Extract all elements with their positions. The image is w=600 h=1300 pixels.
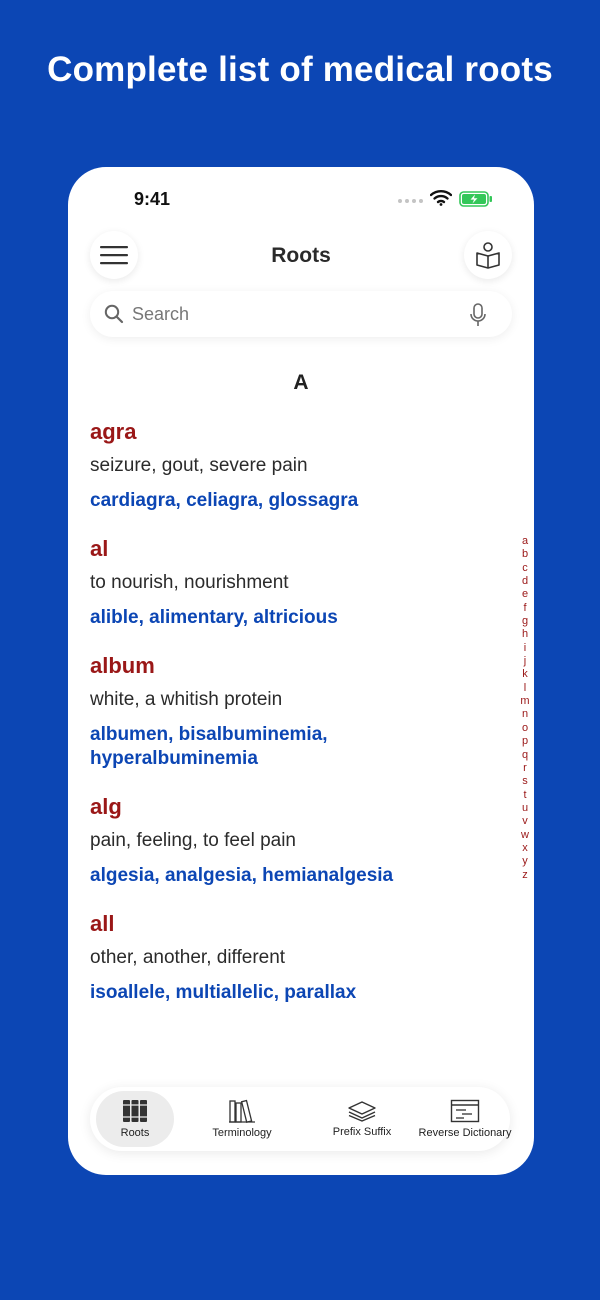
alphabet-index-letter[interactable]: d (521, 575, 529, 588)
alphabet-index-letter[interactable]: b (521, 548, 529, 561)
alphabet-index-letter[interactable]: y (522, 855, 528, 868)
alphabet-index-letter[interactable]: t (523, 788, 527, 801)
alphabet-index-letter[interactable]: o (521, 721, 529, 734)
root-term: agra (90, 419, 137, 444)
root-examples: albumen, bisalbuminemia, hyperalbuminemia (90, 724, 328, 769)
alphabet-index-letter[interactable]: c (522, 561, 528, 574)
status-bar (68, 187, 534, 211)
signal-dots-icon (398, 199, 424, 203)
alphabet-index-letter[interactable]: k (522, 668, 528, 681)
root-meaning: seizure, gout, severe pain (90, 455, 308, 476)
root-term: album (90, 653, 155, 678)
promo-headline: Complete list of medical roots (47, 50, 553, 89)
alphabet-index-letter[interactable]: p (521, 735, 529, 748)
roots-list (90, 419, 500, 1028)
root-meaning: pain, feeling, to feel pain (90, 830, 296, 851)
tab-label: Prefix Suffix (332, 1126, 392, 1138)
alphabet-index-letter[interactable]: u (521, 801, 529, 814)
alphabet-index-letter[interactable]: w (521, 828, 529, 841)
phone-frame (68, 167, 534, 1175)
list-item[interactable] (90, 536, 500, 630)
root-meaning: to nourish, nourishment (90, 572, 289, 593)
list-item[interactable] (90, 911, 500, 1005)
alphabet-index-letter[interactable]: r (523, 761, 527, 774)
alphabet-index[interactable] (518, 535, 532, 882)
root-term: alg (90, 794, 122, 819)
alphabet-index-letter[interactable]: l (523, 681, 527, 694)
wifi-icon (430, 189, 452, 206)
alphabet-index-letter[interactable]: j (523, 655, 527, 668)
root-meaning: white, a whitish protein (90, 689, 283, 710)
alphabet-index-letter[interactable]: x (522, 841, 528, 854)
root-examples: isoallele, multiallelic, parallax (90, 982, 357, 1003)
alphabet-index-letter[interactable]: f (523, 601, 527, 614)
tab-label: Roots (120, 1127, 150, 1139)
page-title: Roots (271, 244, 331, 267)
tab-bar (90, 1087, 510, 1151)
root-examples: alible, alimentary, altricious (90, 607, 338, 628)
section-header-letter: A (293, 371, 309, 394)
root-examples: algesia, analgesia, hemianalgesia (90, 865, 394, 886)
search-icon (104, 304, 124, 324)
book-stack-icon (228, 1099, 256, 1123)
root-examples: cardiagra, celiagra, glossagra (90, 490, 359, 511)
search-input[interactable] (132, 299, 462, 329)
tab-label: Terminology (212, 1127, 272, 1139)
alphabet-index-letter[interactable]: a (521, 535, 529, 547)
layers-icon (347, 1100, 377, 1122)
root-term: all (90, 911, 115, 936)
search-bar (90, 291, 512, 337)
list-item[interactable] (90, 419, 500, 513)
root-meaning: other, another, different (90, 947, 286, 968)
reader-button[interactable] (464, 231, 512, 279)
window-text-icon (450, 1099, 480, 1123)
status-time: 9:41 (134, 189, 171, 209)
alphabet-index-letter[interactable]: g (521, 615, 529, 628)
alphabet-index-letter[interactable]: n (521, 708, 529, 721)
tab-label: Reverse Dictionary (418, 1127, 512, 1139)
tab-roots[interactable] (96, 1091, 174, 1147)
root-term: al (90, 536, 109, 561)
alphabet-index-letter[interactable]: e (521, 588, 529, 601)
microphone-icon[interactable] (470, 303, 486, 327)
tab-prefix-suffix[interactable] (304, 1091, 420, 1147)
alphabet-index-letter[interactable]: z (522, 868, 528, 881)
alphabet-index-letter[interactable]: q (521, 748, 529, 761)
navigation-bar (68, 229, 534, 283)
person-reading-icon (474, 241, 502, 269)
alphabet-index-letter[interactable]: h (521, 628, 529, 641)
list-item[interactable] (90, 653, 500, 771)
list-item[interactable] (90, 794, 500, 888)
alphabet-index-letter[interactable]: s (522, 775, 528, 788)
battery-charging-icon (459, 191, 493, 207)
books-icon (122, 1099, 148, 1123)
alphabet-index-letter[interactable]: m (520, 695, 530, 708)
tab-reverse-dictionary[interactable] (420, 1091, 510, 1147)
alphabet-index-letter[interactable]: i (523, 641, 527, 654)
tab-terminology[interactable] (182, 1091, 302, 1147)
alphabet-index-letter[interactable]: v (522, 815, 528, 828)
